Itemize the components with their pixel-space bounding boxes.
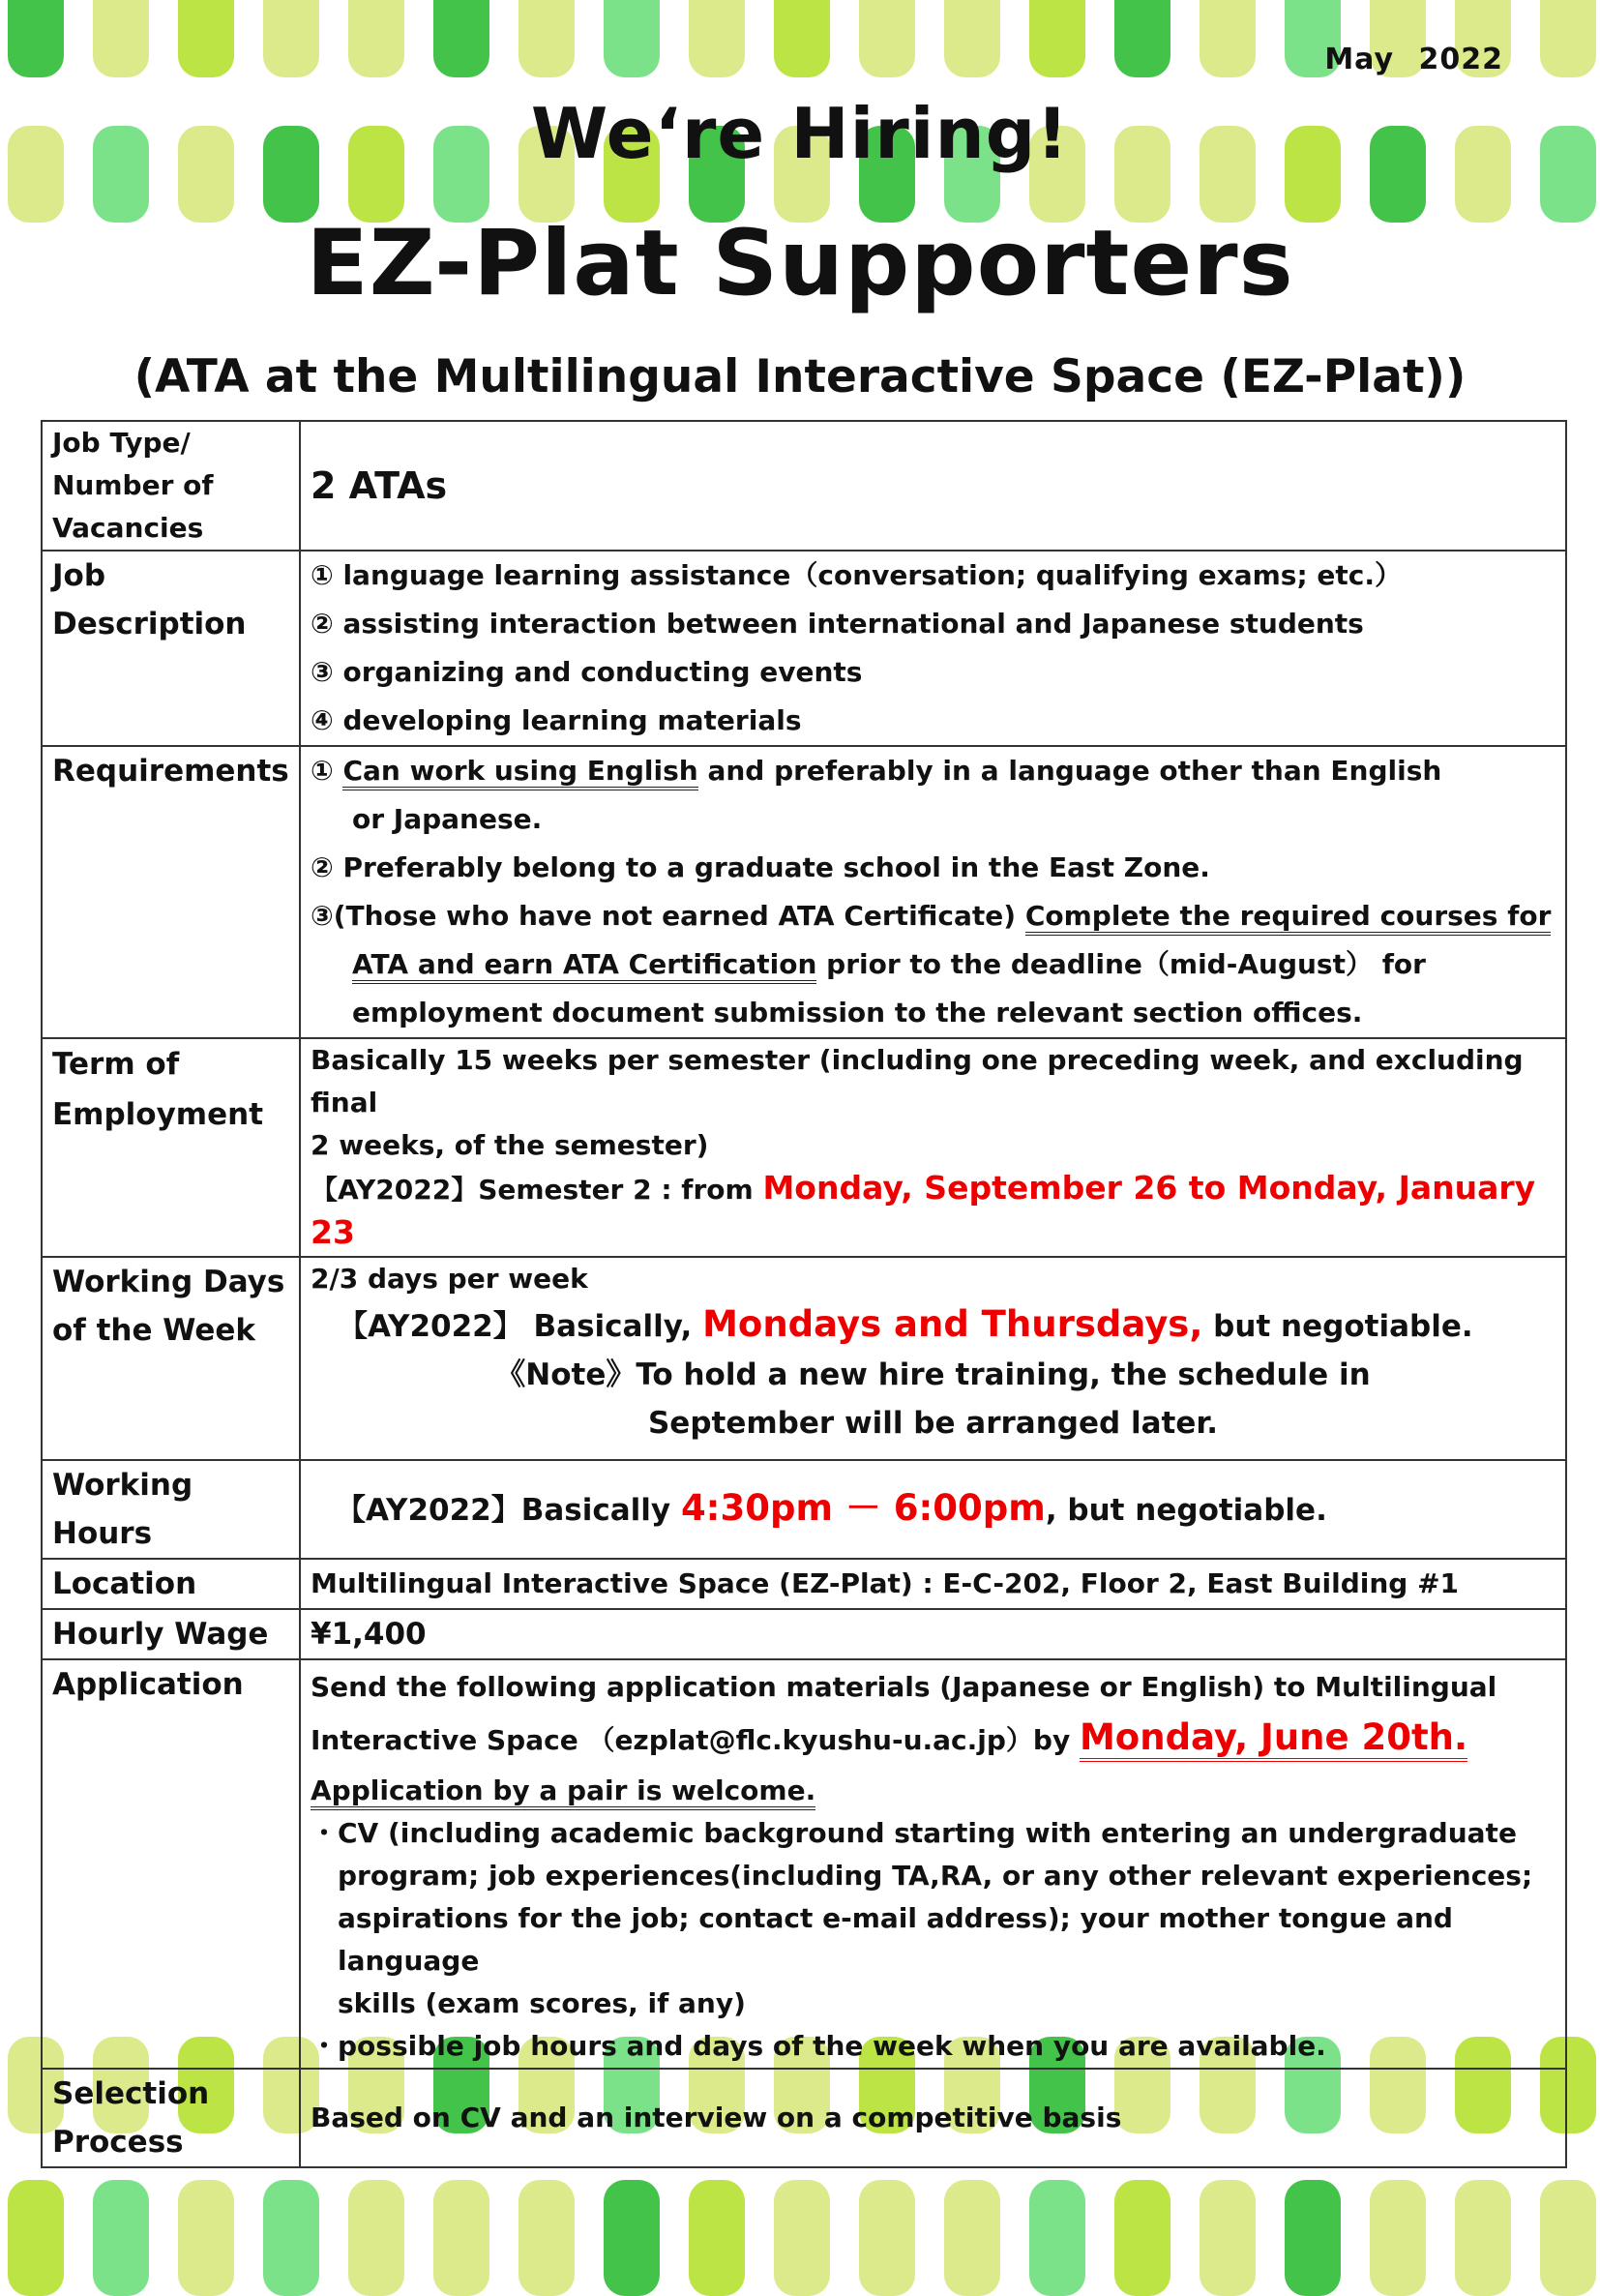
decorative-pill [774, 2180, 830, 2296]
decorative-pill [859, 2180, 915, 2296]
hours-text: 【AY2022】Basically [336, 1493, 681, 1528]
decorative-pill [859, 0, 915, 77]
label-requirements: Requirements [42, 746, 300, 1038]
row-term [42, 1038, 1566, 1257]
label-working-hours: Working Hours [42, 1460, 300, 1559]
decorative-pill [774, 0, 830, 77]
row-location [42, 1559, 1566, 1609]
decorative-pill [433, 2180, 489, 2296]
row-selection [42, 2069, 1566, 2167]
requirement-emphasis: Can work using English [342, 755, 697, 790]
label-wage: Hourly Wage [42, 1609, 300, 1659]
decorative-pill [689, 2180, 745, 2296]
row-application [42, 1659, 1566, 2069]
decorative-pill [1114, 2180, 1170, 2296]
decorative-pill [519, 2180, 575, 2296]
decorative-pill [689, 0, 745, 77]
decorative-pill-row-bottom-2 [0, 2180, 1600, 2296]
label-location: Location [42, 1559, 300, 1609]
decorative-pill [93, 2180, 149, 2296]
decorative-pill [519, 0, 575, 77]
decorative-pill [604, 2180, 660, 2296]
application-deadline: Monday, June 20th. [1080, 1716, 1467, 1762]
wage-value: ¥1,400 [300, 1609, 1566, 1659]
term-text: 2 weeks, of the semester) [311, 1129, 709, 1161]
decorative-pill [433, 0, 489, 77]
application-text: Send the following application materials (Japanese or English) to Multilingual [311, 1671, 1497, 1703]
application-bullet: program; job experiences(including TA,RA, or any other relevant experiences; [338, 1860, 1533, 1892]
requirement-text: ③(Those who have not earned ATA Certificate) [311, 900, 1025, 932]
decorative-pill [1540, 2180, 1596, 2296]
requirement-emphasis: Complete the required courses for [1025, 900, 1552, 936]
requirement-text: prior to the deadline（mid-August） for [816, 948, 1426, 980]
hiring-headline: We‘re Hiring! [530, 93, 1070, 174]
decorative-pill [263, 0, 319, 77]
decorative-pill [1114, 0, 1170, 77]
application-text: Interactive Space （ezplat@flc.kyushu-u.ac.jp）by [311, 1724, 1080, 1756]
selection-value: Based on CV and an interview on a competitive basis [300, 2069, 1566, 2167]
decorative-pill [944, 2180, 1000, 2296]
decorative-pill [1029, 2180, 1085, 2296]
term-text: Basically 15 weeks per semester (including one preceding week, and excluding final [311, 1044, 1524, 1118]
requirement-text: ② Preferably belong to a graduate school in the East Zone. [311, 851, 1210, 883]
issue-date: May 2022 [1324, 43, 1503, 76]
application-bullet: ・possible job hours and days of the week when you are available. [311, 2030, 1326, 2062]
decorative-pill [1285, 2180, 1341, 2296]
row-wage [42, 1609, 1566, 1659]
days-note: September will be arranged later. [647, 1406, 1218, 1441]
label-term: Term of Employment [42, 1038, 300, 1257]
application-bullet: aspirations for the job; contact e-mail address); your mother tongue and language [338, 1902, 1453, 1977]
decorative-pill [93, 0, 149, 77]
label-job-description: Job Description [42, 551, 300, 746]
days-note: 《Note》To hold a new hire training, the schedule in [495, 1357, 1371, 1392]
page-subtitle: (ATA at the Multilingual Interactive Space (EZ-Plat)) [133, 350, 1467, 403]
label-job-type: Job Type/ Number of Vacancies [42, 421, 300, 551]
requirement-number: ① [311, 755, 343, 787]
days-text: but negotiable. [1202, 1309, 1473, 1344]
job-description-item: ② assisting interaction between international and Japanese students [311, 608, 1364, 640]
job-info-table [41, 420, 1567, 2168]
decorative-pill [263, 2180, 319, 2296]
working-hours-highlight: 4:30pm － 6:00pm [680, 1487, 1046, 1529]
job-description-item: ① language learning assistance（conversation; qualifying exams; etc.） [311, 559, 1403, 591]
job-description-item: ④ developing learning materials [311, 704, 802, 736]
decorative-pill [178, 0, 234, 77]
row-job-description [42, 551, 1566, 746]
decorative-pill [944, 0, 1000, 77]
label-selection: Selection Process [42, 2069, 300, 2167]
vacancy-count: 2 ATAs [311, 464, 448, 507]
hours-text: , but negotiable. [1045, 1493, 1327, 1528]
requirement-text: or Japanese. [352, 803, 543, 835]
days-text: 【AY2022】 Basically, [338, 1309, 703, 1344]
label-application: Application [42, 1659, 300, 2069]
decorative-pill [348, 2180, 404, 2296]
job-description-item: ③ organizing and conducting events [311, 656, 863, 688]
term-dates: Monday, September 26 to Monday, January 23 [311, 1169, 1536, 1251]
application-bullet: skills (exam scores, if any) [338, 1987, 746, 2019]
row-working-hours [42, 1460, 1566, 1559]
decorative-pill [1029, 0, 1085, 77]
requirement-text: and preferably in a language other than English [697, 755, 1442, 787]
application-bullet: ・CV (including academic background starting with entering an undergraduate [311, 1817, 1517, 1849]
pair-welcome-note: Application by a pair is welcome. [311, 1774, 815, 1810]
decorative-pill [1200, 0, 1256, 77]
decorative-pill [1455, 2180, 1511, 2296]
requirement-text: employment document submission to the relevant section offices. [352, 997, 1363, 1029]
location-value: Multilingual Interactive Space (EZ-Plat) : E-C-202, Floor 2, East Building #1 [300, 1559, 1566, 1609]
term-text: 【AY2022】Semester 2 : from [311, 1174, 763, 1206]
row-working-days [42, 1257, 1566, 1460]
page-title: EZ-Plat Supporters [306, 211, 1294, 316]
decorative-pill [348, 0, 404, 77]
decorative-pill [1200, 2180, 1256, 2296]
decorative-pill [604, 0, 660, 77]
row-requirements [42, 746, 1566, 1038]
row-job-type [42, 421, 1566, 551]
working-days-highlight: Mondays and Thursdays, [702, 1303, 1203, 1345]
decorative-pill [1540, 0, 1596, 77]
label-working-days: Working Days of the Week [42, 1257, 300, 1460]
days-text: 2/3 days per week [311, 1263, 588, 1295]
requirement-emphasis: ATA and earn ATA Certification [352, 948, 816, 984]
decorative-pill [1370, 2180, 1426, 2296]
decorative-pill [178, 2180, 234, 2296]
decorative-pill [8, 0, 64, 77]
decorative-pill [8, 2180, 64, 2296]
